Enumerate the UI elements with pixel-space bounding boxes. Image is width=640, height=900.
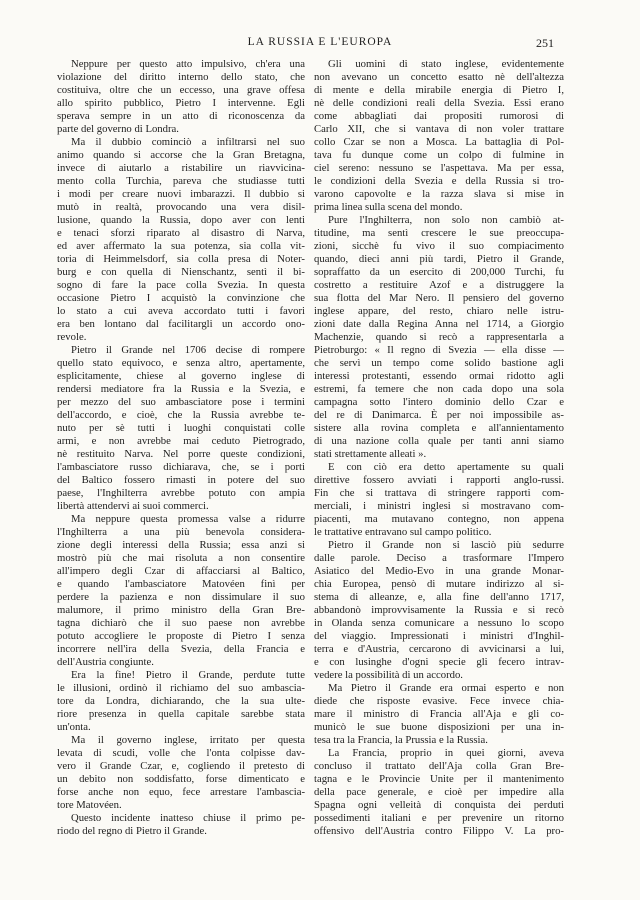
text-line: Pietro il Grande non si lasciò più sedurre [328,539,564,551]
text-line: collo Czar se non a Mosca. La battaglia di Pol- [314,136,564,148]
text-line: zione degli interessi della Russia; essa anzi si [57,539,305,551]
text-line: potuto accogliere le proposte di Pietro I senza [57,630,305,642]
text-line: malumore, il primo ministro della Gran Bre- [57,604,305,616]
text-line: offensivo dell'Austria contro Filippo V. La pro- [314,825,564,837]
text-line: vero il Grande Czar, e, cogliendo il pretesto di [57,760,305,772]
text-line: del re di Danimarca. È per noi impossibile as- [314,409,564,421]
text-line: revole. [57,331,87,343]
text-line: terra e d'Austria, cercarono di avvicinarsi a lui, [314,643,564,655]
text-line: tagna dichiarò che il suo paese non avrebbe [57,617,305,629]
text-line: quello stato equivoco, e senza altro, apertamente, [57,357,305,369]
text-line: che servì un tempo come solido bastione agli [314,357,564,369]
text-line: titudine, ma sentì crescere le sue preoccupa- [314,227,564,239]
text-line: zioni, sicchè fu vivo il suo compiacimento [314,240,564,252]
text-line: allo spirito pubblico, Pietro I intervenne. Egli [57,97,305,109]
text-line: possedimenti italiani e per prevenire un ritorno [314,812,564,824]
paragraph [314,461,564,539]
paragraph [314,747,564,838]
text-line: invece di aiutarlo a ristabilire un riavvicina- [57,162,305,174]
text-line: del Baltico fossero rimasti in potere del suo [57,474,305,486]
paragraph [314,214,564,461]
text-line: Asiatico del Medio-Evo in una grande Monar- [314,565,564,577]
text-line: paese, l'Inghilterra avrebbe potuto con ampia [57,487,305,499]
text-line: libertà attendervi ai suoi commerci. [57,500,209,512]
text-line: un debito non soddisfatto, forse dimenticato e [57,773,305,785]
text-line: mare il ministro di Francia all'Aja e gli co- [314,708,564,720]
text-line: all'impero degli Czar di affacciarsi al Baltico, [57,565,305,577]
text-line: tagna e le Provincie Unite per il mantenimento [314,773,564,785]
text-line: lo stato a cui aveva accordato tutti i favori [57,305,305,317]
paragraph [314,58,564,214]
text-line: vedere la possibilità di un accordo. [314,669,463,681]
paragraph [314,682,564,747]
text-line: sopraffatto da un esercito di 200,000 Turchi, fu [314,266,564,278]
text-line: forse anche non equo, fece arrestare l'ambascia- [57,786,305,798]
text-line: zioni date dalla Regina Anna nel 1714, a Giorgio [314,318,564,330]
text-line: lusione, quando la Russia, dopo aver con lenti [57,214,305,226]
paragraph [314,539,564,682]
text-line: Ma Pietro il Grande era ormai esperto e non [328,682,564,694]
text-line: tesa tra la Francia, la Prussia e la Russia. [314,734,488,746]
text-line: mento colla Turchia, pareva che studiasse tutti [57,175,305,187]
paragraph [57,812,305,838]
text-line: l'ambasciatore russo dichiarava, che, se i porti [57,461,305,473]
text-line: incorrere nell'ira della Svezia, della Francia e [57,643,305,655]
text-line: stati strettamente alleati ». [314,448,427,460]
text-line: chia Europea, pensò di mutare indirizzo al si- [314,578,564,590]
text-line: piacenti, ma mutavano contegno, non appena [314,513,564,525]
text-line: dell'accordo, e cioè, che la Russia avrebbe te- [57,409,305,421]
text-line: le condizioni della Svezia e della Russia si tro- [314,175,564,187]
text-line: costretto a restituire Azof e a distruggere la [314,279,564,291]
running-title: LA RUSSIA E L'EUROPA [247,36,393,48]
paragraph [57,136,305,344]
text-line: le illusioni, ordinò il richiamo del suo ambascia- [57,682,305,694]
text-line: toria di Heimmelsdorf, sia colla presa di Noter- [57,253,305,265]
text-line: sogno di fare la pace colla Svezia. In questa [57,279,305,291]
text-column-left [57,58,305,838]
paragraph [57,513,305,669]
text-line: sistere alla rovina completa e all'annientamento [314,422,564,434]
text-line: di una nazione colla quale per tanti anni siamo [314,435,564,447]
text-line: un'onta. [57,721,91,733]
text-line: diede che risposte evasive. Fece invece chia- [314,695,564,707]
text-line: municò le sue buone disposizioni per una in- [314,721,564,733]
paragraph [57,669,305,734]
text-line: perdere la pazienza e non dissimulare il suo [57,591,305,603]
text-line: prima linea sulla scena del mondo. [314,201,463,213]
text-line: La Francia, proprio in quei giorni, aveva [328,747,564,759]
text-line: animo quando si accorse che la Gran Bretagna, [57,149,305,161]
text-line: tava fu dunque come un colpo di fulmine in [314,149,564,161]
text-line: riore presenza in quella capitale sarebbe stata [57,708,305,720]
text-line: le trattative entravano sul campo politico. [314,526,492,538]
text-line: nè delle condizioni reali della Svezia. Essi erano [314,97,564,109]
text-line: varono capovolte e la razza slava si mise in [314,188,564,200]
text-line: armi, e non avrebbe mai ceduto Pietrogrado, [57,435,305,447]
text-line: abbandonò improvvisamente la Russia e si recò [314,604,564,616]
text-line: e tenaci sforzi riparato al disastro di Narva, [57,227,305,239]
text-line: ciel sereno: nessuno se l'aspettava. Ma per essa, [314,162,564,174]
text-line: Ma neppure questa promessa valse a ridurre [71,513,305,525]
text-line: quando, dieci anni più tardi, Pietro il Grande, [314,253,564,265]
text-line: campagna sotto l'intero dominio dello Czar e [314,396,564,408]
text-line: come abbagliati dai propositi rumorosi di [314,110,564,122]
text-column-right [314,58,564,838]
text-line: e con lusinghe d'ogni specie gli fecero intrav- [314,656,564,668]
text-line: Ma il dubbio cominciò a infiltrarsi nel suo [71,136,305,148]
text-line: dalle parole. Deciso a trasformare l'Impero [314,552,564,564]
text-line: stema di alleanze, e, alla fine dell'anno 1717, [314,591,564,603]
text-line: della pace generale, e cioè per impedire alla [314,786,564,798]
text-line: inglese appare, del resto, chiaro nelle istru- [314,305,564,317]
text-line: nè restituito Narva. Nel porre queste condizioni, [57,448,305,460]
text-line: levata di scudi, volle che l'onta colpisse dav- [57,747,305,759]
text-line: era ben lontano dal facilitargli un accordo ono- [57,318,305,330]
text-line: Pietro il Grande nel 1706 decise di rompere [71,344,305,356]
text-line: Ma il governo inglese, irritato per questa [71,734,305,746]
text-line: tore da Londra, dichiarando, che la sua ulte- [57,695,305,707]
paragraph [57,734,305,812]
text-line: estremi, fa temere che non cada dopo una sola [314,383,564,395]
page-number: 251 [536,36,554,50]
paragraph [57,58,305,136]
text-line: tore Matovéen. [57,799,122,811]
paragraph [57,344,305,513]
text-line: interessi protestanti, essendo ormai ridotto agli [314,370,564,382]
text-line: del viaggio. Impressionati i ministri d'Inghil- [314,630,564,642]
text-line: di mente e della mirabile energia di Pietro I, [314,84,564,96]
text-line: l'Inghilterra a una più benevola considera- [57,526,305,538]
text-line: Neppure per questo atto impulsivo, ch'era una [71,58,305,70]
text-line: rendersi mediatore fra la Russia e la Svezia, e [57,383,305,395]
text-line: Carlo XII, che si vantava di non voler trattare [314,123,564,135]
text-line: riodo del regno di Pietro il Grande. [57,825,207,837]
text-line: Pure l'Inghilterra, non solo non cambiò at- [328,214,564,226]
text-line: violazione del diritto interno dello stato, che [57,71,305,83]
text-line: i modi per creare nuovi imbarazzi. Il dubbio si [57,188,305,200]
text-line: Pietroburgo: « Il regno di Svezia — ella disse — [314,344,564,356]
text-line: sperava sempre in un atto di riconoscenza da [57,110,305,122]
text-line: non avevano un concetto esatto nè dell'altezza [314,71,564,83]
text-line: mutò in realtà, provocando una vera disil- [57,201,305,213]
text-line: occasione Pietro I acquistò la convinzione che [57,292,305,304]
text-line: nuto per sè tutti i luoghi conquistati colle [57,422,305,434]
text-line: Machenzie, quando si recò a rappresentarla a [314,331,564,343]
text-line: concluso il trattato dell'Aja colla Gran Bre- [314,760,564,772]
text-line: ed aver affermato la sua potenza, sia colla vit- [57,240,305,252]
text-line: esplicitamente, chiese al governo inglese di [57,370,305,382]
text-line: merciali, i ministri inglesi si mostravano com- [314,500,564,512]
text-line: burg e con quella di Nienschantz, sentì il bi- [57,266,305,278]
text-line: sua flotta del Mar Nero. Il pensiero del governo [314,292,564,304]
running-header [0,36,640,52]
text-line: Fin che si trattava di stringere rapporti com- [314,487,564,499]
text-line: in Olanda senza comunicare a nessuno lo scopo [314,617,564,629]
text-line: Questo incidente inatteso chiuse il primo pe- [71,812,305,824]
text-line: direttive fossero avviati i rapporti anglo-russi. [314,474,564,486]
text-line: Spagna ogni velleità di conquista dei perduti [314,799,564,811]
text-line: dell'Austria congiunte. [57,656,154,668]
text-line: e quando l'ambasciatore Matovéen finì per [57,578,305,590]
text-line: mostrò più che mai risoluta a non consentire [57,552,305,564]
text-line: parte del governo di Londra. [57,123,179,135]
text-line: E con ciò era detto apertamente su quali [328,461,564,473]
text-line: Era la fine! Pietro il Grande, perdute tutte [71,669,305,681]
text-line: per mezzo del suo ambasciatore pose i termini [57,396,305,408]
text-line: Gli uomini di stato inglese, evidentemente [328,58,564,70]
text-line: costituiva, oltre che un eccesso, una grave offesa [57,84,305,96]
